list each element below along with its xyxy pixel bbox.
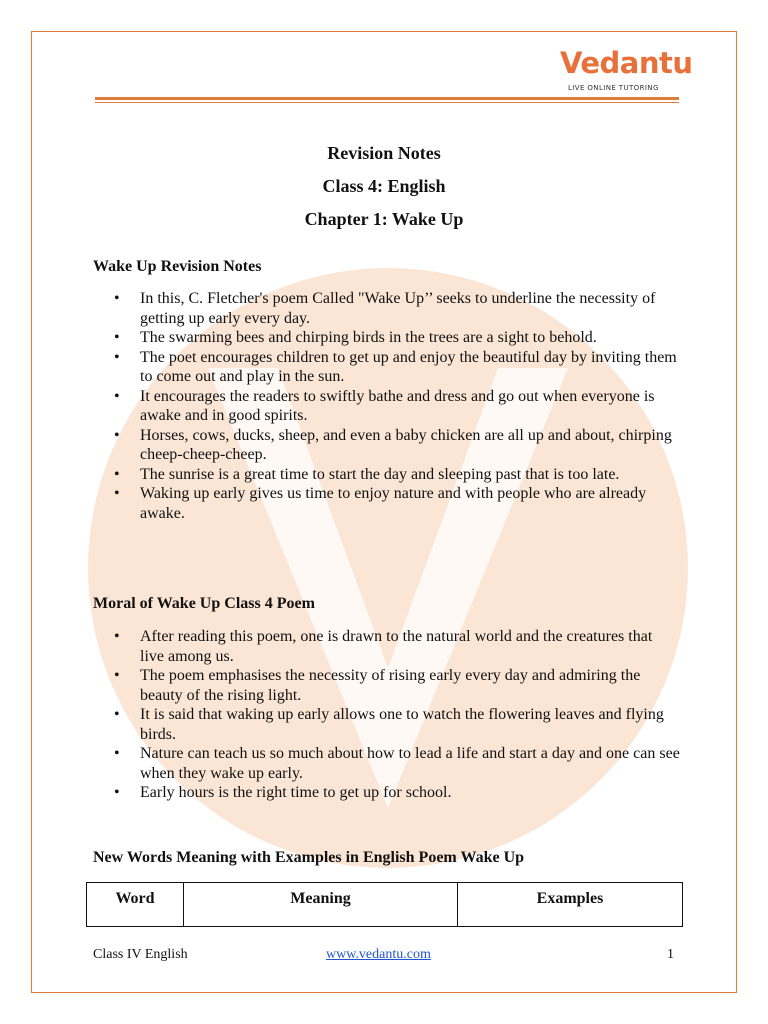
list-item-text: The swarming bees and chirping birds in the trees are a sight to behold. — [140, 329, 597, 346]
footer-website-link[interactable]: www.vedantu.com — [326, 947, 431, 962]
bullet-icon: • — [114, 784, 120, 801]
list-item-text: Horses, cows, ducks, sheep, and even a baby chicken are all up and about, chirping cheep-cheep-cheep. — [140, 426, 672, 463]
list-item — [0, 705, 680, 744]
footer-page-number: 1 — [667, 947, 674, 962]
vedantu-logo[interactable] — [560, 46, 693, 98]
doc-subtitle-chapter: Chapter 1: Wake Up — [304, 209, 464, 229]
list-item-text: It is said that waking up early allows one to watch the flowering leaves and flying birds. — [140, 706, 664, 743]
list-item — [0, 666, 680, 705]
table-header-row — [87, 883, 683, 927]
bullet-icon: • — [114, 348, 120, 366]
list-item-text: Early hours is the right time to get up for school. — [140, 784, 452, 801]
list-item — [0, 627, 680, 666]
bullet-icon: • — [114, 706, 120, 723]
bullet-icon: • — [114, 465, 120, 483]
list-item — [0, 744, 680, 783]
bullet-icon: • — [114, 745, 120, 762]
new-words-table — [86, 882, 683, 927]
list-item-text: In this, C. Fletcher's poem Called "Wake Up’’ seeks to underline the necessity of getting up early every day. — [140, 290, 656, 327]
doc-title: Revision Notes — [327, 143, 441, 163]
list-item — [0, 387, 680, 426]
list-item-text: The sunrise is a great time to start the day and sleeping past that is too late. — [140, 465, 620, 483]
bullet-icon: • — [114, 485, 120, 502]
list-item-text: The poem emphasises the necessity of rising early every day and admiring the beauty of the rising light. — [140, 667, 641, 704]
bullet-icon: • — [114, 387, 120, 405]
bullet-icon: • — [114, 667, 120, 684]
table-header-examples: Examples — [458, 883, 683, 927]
list-item-text: Nature can teach us so much about how to lead a life and start a day and one can see when they wake up early. — [140, 745, 680, 782]
list-item-text: Waking up early gives us time to enjoy nature and with people who are already awake. — [140, 485, 647, 522]
list-item — [0, 426, 680, 465]
logo-tagline: LIVE ONLINE TUTORING — [568, 84, 659, 92]
list-item — [0, 484, 680, 523]
table-header-word: Word — [87, 883, 184, 927]
bullet-icon: • — [114, 426, 120, 444]
list-item — [0, 328, 680, 348]
list-item — [0, 289, 680, 328]
list-item-text: It encourages the readers to swiftly bathe and dress and go out when everyone is awake and in good spirits. — [140, 387, 655, 424]
header-rule — [95, 97, 679, 100]
footer-class-label: Class IV English — [93, 947, 188, 962]
list-item — [0, 783, 680, 803]
doc-subtitle-class: Class 4: English — [322, 176, 446, 196]
bullet-icon: • — [114, 290, 120, 307]
section-heading-moral: Moral of Wake Up Class 4 Poem — [93, 595, 315, 612]
list-item — [0, 348, 680, 387]
table-header-meaning: Meaning — [184, 883, 458, 927]
header-rule-thin — [95, 102, 679, 103]
bullet-icon: • — [114, 329, 120, 346]
list-item-text: After reading this poem, one is drawn to the natural world and the creatures that live among us. — [140, 628, 653, 665]
revision-notes-list — [0, 289, 680, 523]
section-heading-revision-notes: Wake Up Revision Notes — [93, 258, 262, 275]
list-item — [0, 465, 680, 485]
moral-list — [0, 627, 680, 803]
logo-wordmark: Vedantu — [560, 46, 693, 80]
bullet-icon: • — [114, 628, 120, 645]
list-item-text: The poet encourages children to get up and enjoy the beautiful day by inviting them to come out and play in the sun. — [140, 348, 677, 385]
section-heading-new-words: New Words Meaning with Examples in English Poem Wake Up — [93, 849, 525, 866]
